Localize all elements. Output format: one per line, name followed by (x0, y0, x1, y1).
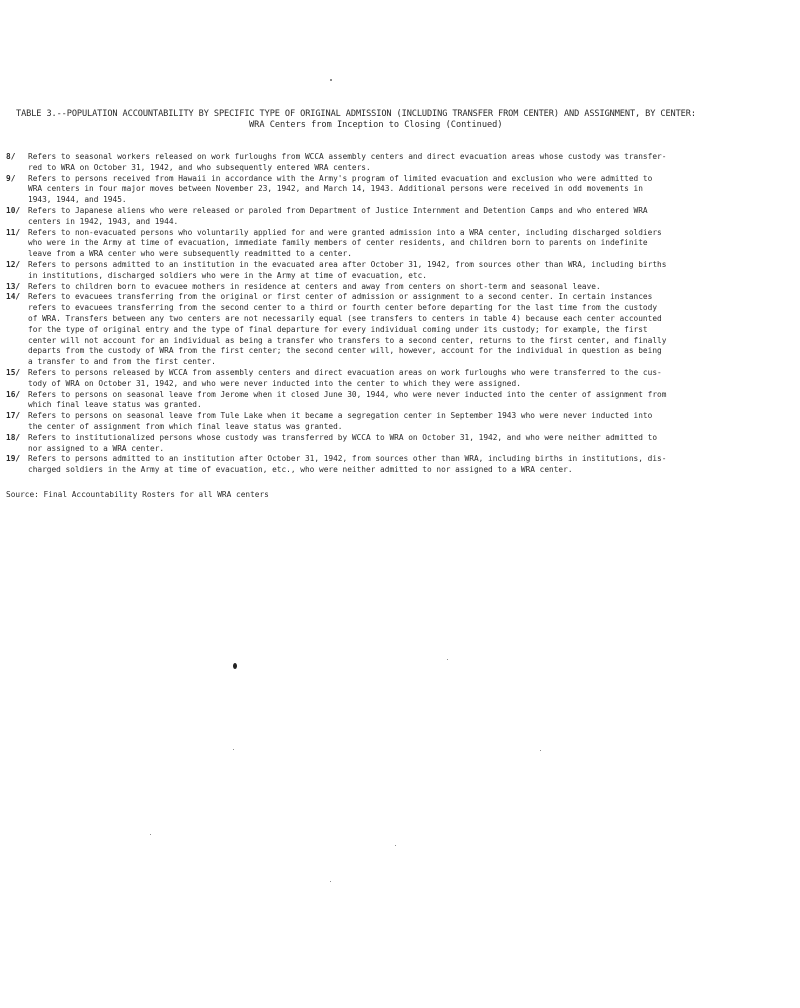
scan-speck (330, 881, 331, 882)
footnotes (6, 152, 792, 476)
table-title (16, 109, 791, 131)
footnote (6, 152, 792, 174)
footnote-marker: 14/ (6, 292, 21, 302)
footnote-text: Refers to persons admitted to an institution after October 31, 1942, from sources other than WRA, including births in institutions, dis- charged soldiers in the Army at time of evacuation, etc., who were neither admitted to nor assigned to a WRA center. (28, 454, 667, 475)
table-title-line-1: TABLE 3.--POPULATION ACCOUNTABILITY BY SPECIFIC TYPE OF ORIGINAL ADMISSION (INCLUDING TRANSFER FROM CENTER) AND ASSIGNMENT, BY CENTER: (16, 109, 696, 119)
table-title-line-2: WRA Centers from Inception to Closing (Continued) (249, 120, 503, 130)
footnote-text: Refers to persons received from Hawaii in accordance with the Army's program of limited evacuation and exclusion who were admitted to WRA centers in four major moves between November 23, 1942, and March 14, 1943. Additional persons were received in odd movements in 1943, 1944, and 1945. (28, 173, 653, 205)
footnote (6, 282, 792, 293)
footnote-marker: 8/ (6, 152, 16, 161)
footnote-marker: 19/ (6, 454, 21, 464)
footnote-text: Refers to persons on seasonal leave from Jerome when it closed June 30, 1944, who were never inducted into the center of assignment from which final leave status was granted. (28, 389, 667, 410)
scan-speck (540, 750, 541, 751)
footnote-marker: 10/ (6, 205, 21, 215)
footnote (6, 292, 792, 368)
footnote (6, 433, 792, 455)
footnote-text: Refers to evacuees transferring from the original or first center of admission or assignment to a second center. In certain instances refers to evacuees transferring from the second center to a third or fourth center before departing for the last time from the custody of WRA. Transfers between any two centers are not necessarily equal (see transfers to centers in table 4) because each center accounted for the type of original entry and the type of final departure for every individual coming under its custody; for example, the first center will not account for an individual as being a transfer who transfers to a second center, returns to the first center, and finally departs from the custody of WRA from the first center; the second center will, however, account for the individual in question as being a transfer to and from the first center. (28, 292, 667, 367)
footnote (6, 228, 792, 260)
footnote (6, 206, 792, 228)
footnote (6, 411, 792, 433)
footnote-text: Refers to Japanese aliens who were released or paroled from Department of Justice Internment and Detention Camps and who entered WRA centers in 1942, 1943, and 1944. (28, 205, 648, 226)
footnote-marker: 16/ (6, 389, 21, 399)
footnote-text: Refers to persons released by WCCA from assembly centers and direct evacuation areas on work furloughs who were transferred to the cus- tody of WRA on October 31, 1942, and who were never inducted into the center to which they were assigned. (28, 367, 662, 388)
footnote (6, 174, 792, 206)
footnote-marker: 18/ (6, 432, 21, 442)
scan-speck (395, 845, 396, 846)
footnote-text: Refers to persons on seasonal leave from Tule Lake when it became a segregation center in September 1943 who were never inducted into the center of assignment from which final leave status was granted. (28, 411, 653, 431)
footnote-text: Refers to persons admitted to an institution in the evacuated area after October 31, 1942, from sources other than WRA, including births in institutions, discharged soldiers who were in the Army at time of evacuation, etc. (28, 259, 667, 280)
scan-speck (447, 659, 448, 660)
footnote-marker: 9/ (6, 173, 16, 183)
scan-speck (330, 79, 332, 81)
footnote-marker: 12/ (6, 259, 21, 269)
footnote-text: Refers to non-evacuated persons who voluntarily applied for and were granted admission into a WRA center, including discharged soldiers who were in the Army at time of evacuation, immediate family members of center residents, and children born to parents on indefinite leave from a WRA center who were subsequently readmitted to a center. (28, 227, 662, 259)
footnote-text: Refers to institutionalized persons whose custody was transferred by WCCA to WRA on October 31, 1942, and who were neither admitted to nor assigned to a WRA center. (28, 432, 658, 453)
footnote-text: Refers to seasonal workers released on work furloughs from WCCA assembly centers and direct evacuation areas whose custody was transfer- red to WRA on October 31, 1942, and who subsequently entered WRA centers. (28, 152, 667, 172)
footnote-marker: 15/ (6, 367, 21, 377)
footnote-text: Refers to children born to evacuee mothers in residence at centers and away from centers on short-term and seasonal leave. (28, 281, 601, 291)
footnote-marker: 17/ (6, 411, 21, 421)
scan-speck (233, 663, 237, 669)
footnote (6, 390, 792, 412)
footnote (6, 260, 792, 282)
footnote (6, 454, 792, 476)
footnote (6, 368, 792, 390)
footnote-marker: 13/ (6, 281, 21, 291)
scan-speck (233, 749, 234, 750)
scan-speck (150, 834, 151, 835)
footnote-marker: 11/ (6, 227, 21, 237)
source-line: Source: Final Accountability Rosters for all WRA centers (6, 490, 269, 499)
